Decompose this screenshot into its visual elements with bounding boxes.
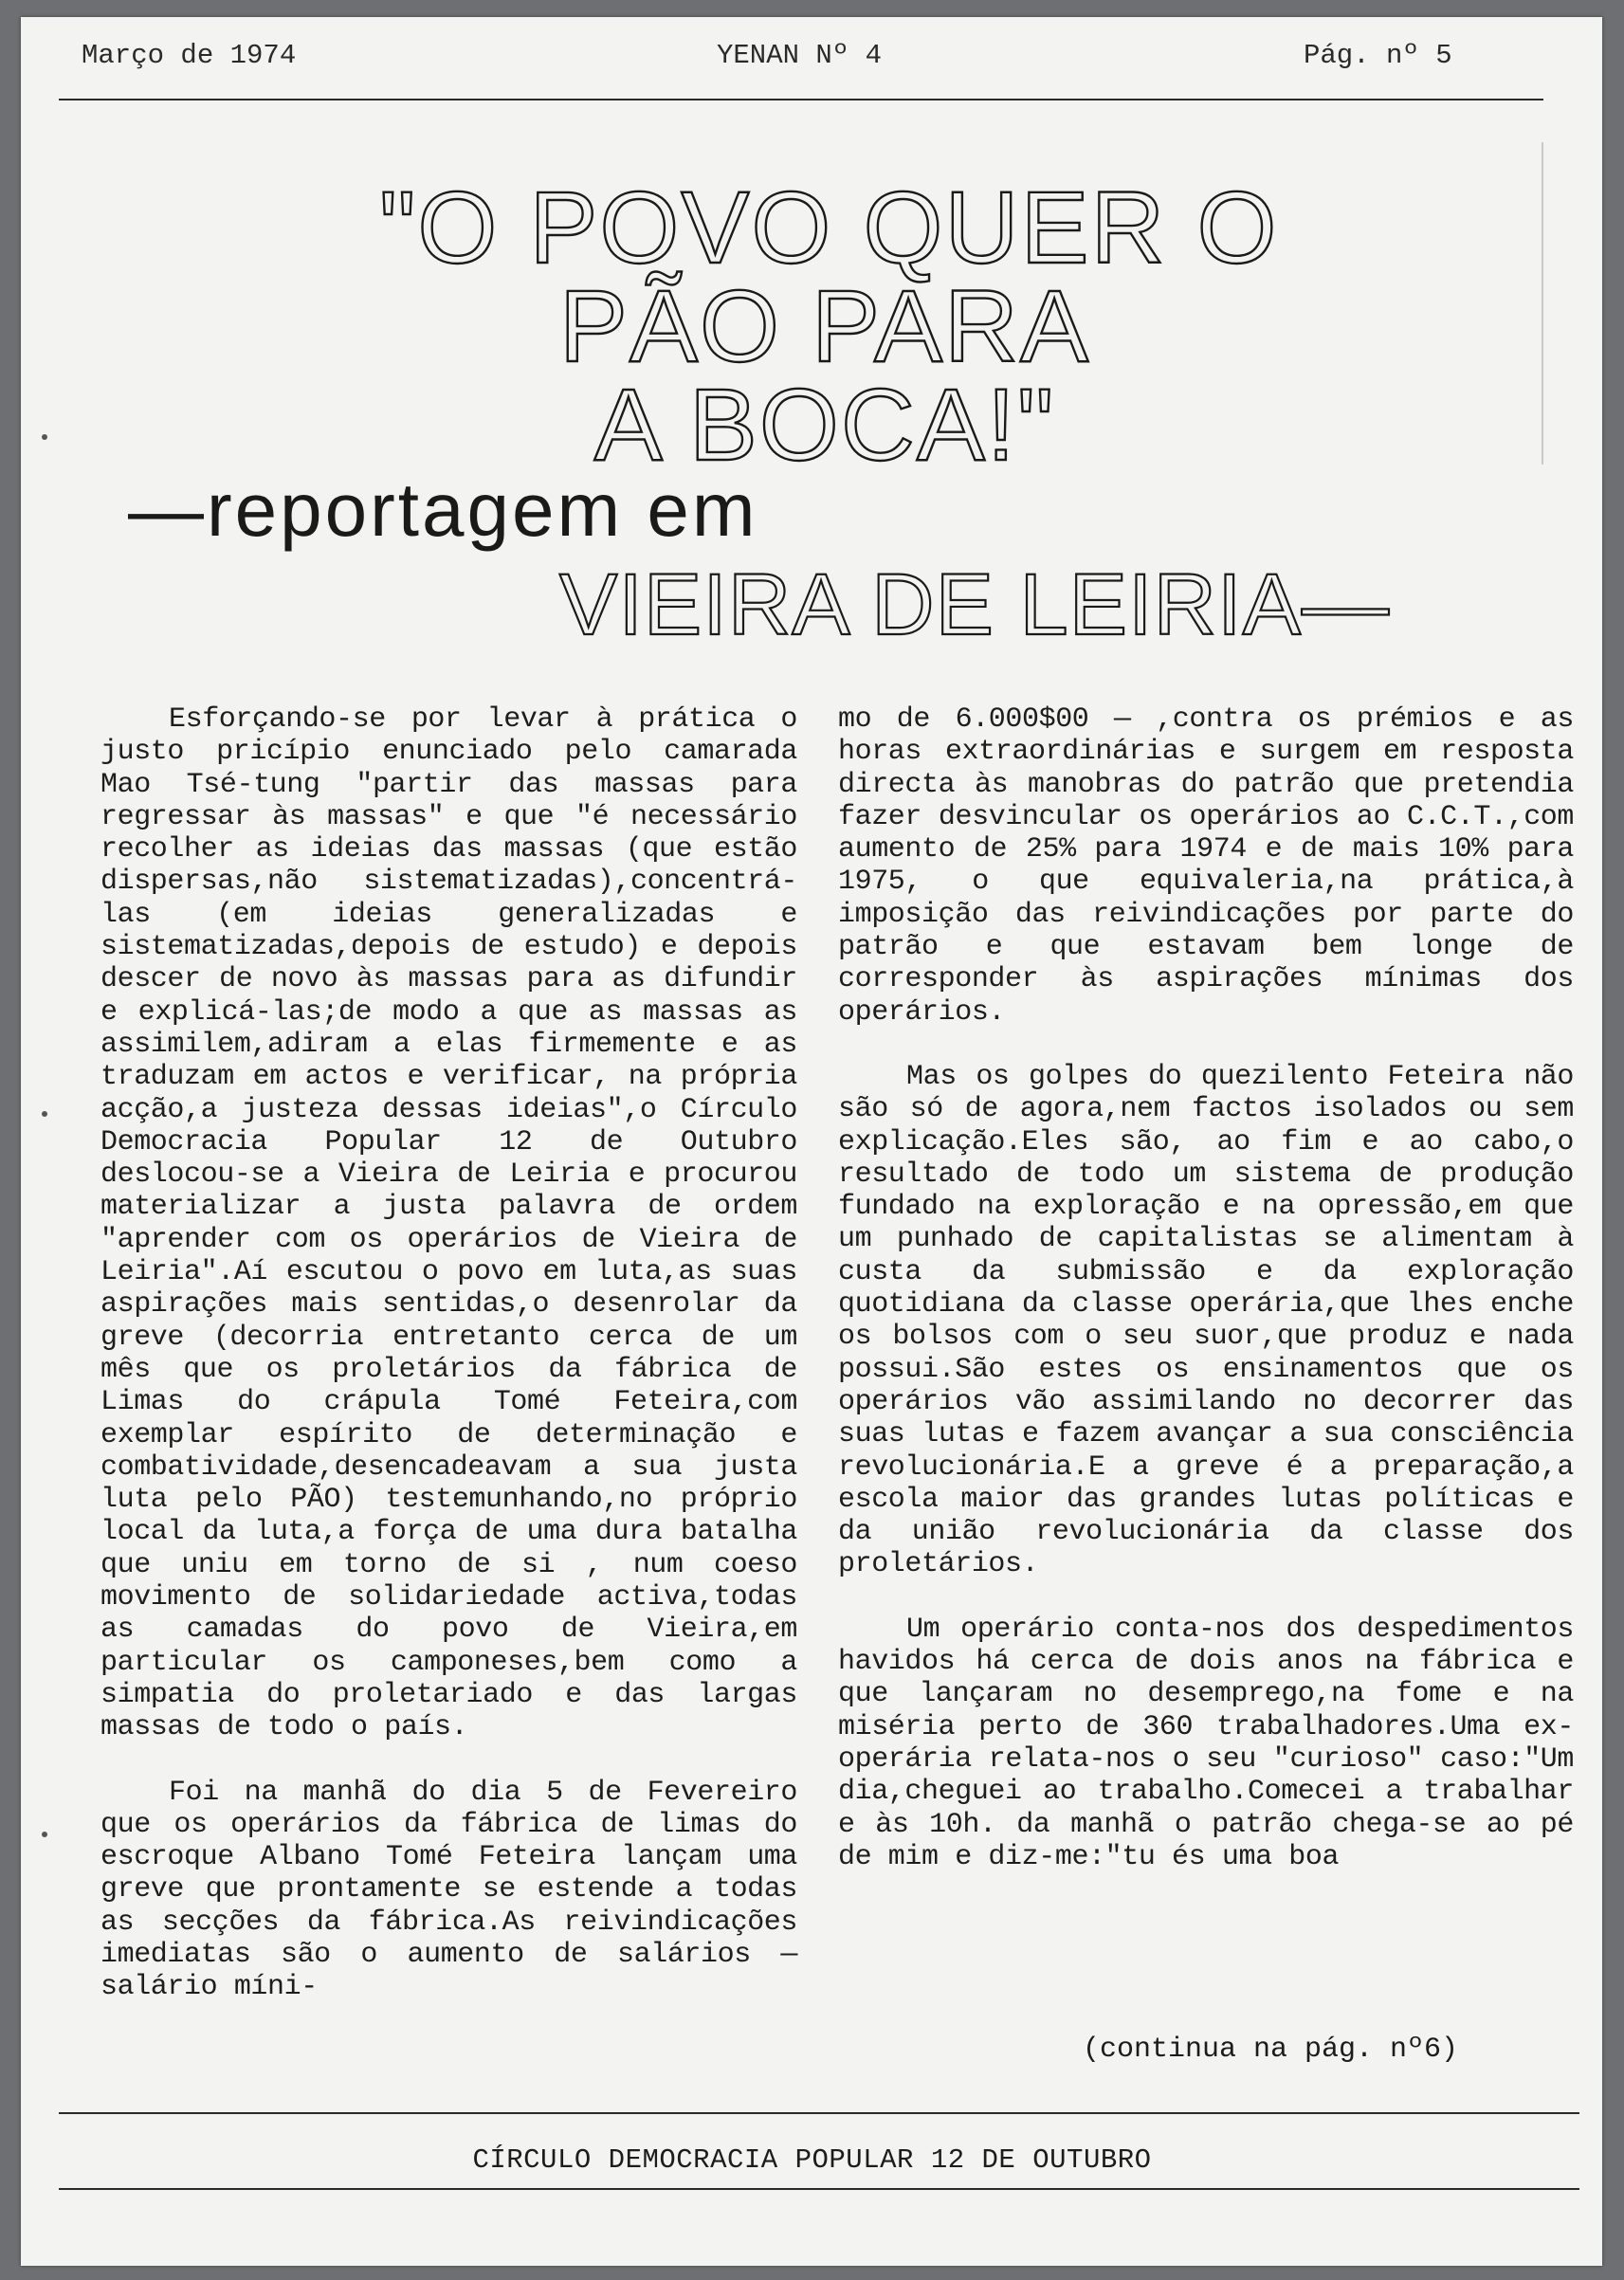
article-column-2 [838, 703, 1574, 1906]
footer-text: CÍRCULO DEMOCRACIA POPULAR 12 DE OUTUBRO [472, 2144, 1152, 2176]
headline-line-1: "O POVO QUER O [379, 170, 1279, 284]
header-page: Pág. nº 5 [1304, 40, 1452, 71]
bleed-through-frame [1542, 142, 1543, 465]
header-issue: YENAN Nº 4 [717, 40, 883, 71]
subhead-line-2: VIEIRA DE LEIRIA— [559, 556, 1390, 653]
continues-note: (continua na pág. nº6) [1083, 2034, 1459, 2066]
article-column-1 [100, 703, 797, 2036]
footer-rule-bottom [59, 2188, 1579, 2190]
article-paragraph: Foi na manhã do dia 5 de Fevereiro que os operários da fábrica de limas do escroque Albano Tomé Feteira lançam uma greve que prontamente se estende a todas as secções da fábrica.As reivindicações imediatas são o aumento de salários — salário míni- [100, 1776, 797, 2004]
header-rule [59, 99, 1543, 100]
headline-line-2: PÃO PARA [558, 268, 1091, 383]
article-paragraph: mo de 6.000$00 — ,contra os prémios e as horas extraordinárias e surgem em resposta directa às manobras do patrão que pretendia fazer desvincular os operários ao C.C.T.,com aumento de 25% para 1974 e de mais 10% para 1975, o que equivaleria,na prática,à imposição das reivindicações por parte do patrão e que estavam bem longe de corresponder às aspirações mínimas dos operários. [838, 703, 1574, 1029]
footer-rule-top [59, 2112, 1579, 2114]
header-date: Março de 1974 [82, 40, 297, 71]
punch-hole-mark [42, 1111, 47, 1117]
punch-hole-mark [42, 434, 47, 440]
article-paragraph: Mas os golpes do quezilento Feteira não são só de agora,nem factos isolados ou sem explicação.Eles são, ao fim e ao cabo,o resultado de todo um sistema de produção fundado na exploração e na opressão,em que um punhado de capitalistas se alimentam à custa da submissão e da exploração quotidiana da classe operária,que lhes enche os bolsos com o seu suor,que produz e nada possui.São estes os ensinamentos que os operários vão assimilando no decorrer das suas lutas e fazem avançar a sua consciência revolucionária.E a greve é a preparação,a escola maior das grandes lutas políticas e da união revolucionária da classe dos proletários. [838, 1060, 1574, 1581]
subhead-line-1: —reportagem em [128, 467, 758, 552]
headline [379, 170, 1279, 482]
headline-line-3: A BOCA!" [593, 367, 1056, 482]
article-paragraph: Um operário conta-nos dos despedimentos havidos há cerca de dois anos na fábrica e que lançaram no desemprego,na fome e na miséria perto de 360 trabalhadores.Uma ex-operária relata-nos o seu "curioso" caso:"Um dia,cheguei ao trabalho.Comecei a trabalhar e às 10h. da manhã o patrão chega-se ao pé de mim e diz-me:"tu és uma boa [838, 1613, 1574, 1873]
article-paragraph: Esforçando-se por levar à prática o justo pricípio enunciado pelo camarada Mao Tsé-tung "partir das massas para regressar às massas" e que "é necessário recolher as ideias das massas (que estão dispersas,não sistematizadas),concentrá-las (em ideias generalizadas e sistematizadas,depois de estudo) e depois descer de novo às massas para as difundir e explicá-las;de modo a que as massas as assimilem,adiram a elas firmemente e as traduzam em actos e verificar, na própria acção,a justeza dessas ideias",o Círculo Democracia Popular 12 de Outubro deslocou-se a Vieira de Leiria e procurou materializar a justa palavra de ordem "aprender com os operários de Vieira de Leiria".Aí escutou o povo em luta,as suas aspirações mais sentidas,o desenrolar da greve (decorria entretanto cerca de um mês que os proletários da fábrica de Limas do crápula Tomé Feteira,com exemplar espírito de determinação e combatividade,desencadeavam a sua justa luta pelo PÃO) testemunhando,no próprio local da luta,a força de uma dura batalha que uniu em torno de si , num coeso movimento de solidariedade activa,todas as camadas do povo de Vieira,em particular os camponeses,bem como a simpatia do proletariado e das largas massas de todo o país. [100, 703, 797, 1744]
punch-hole-mark [42, 1832, 47, 1837]
